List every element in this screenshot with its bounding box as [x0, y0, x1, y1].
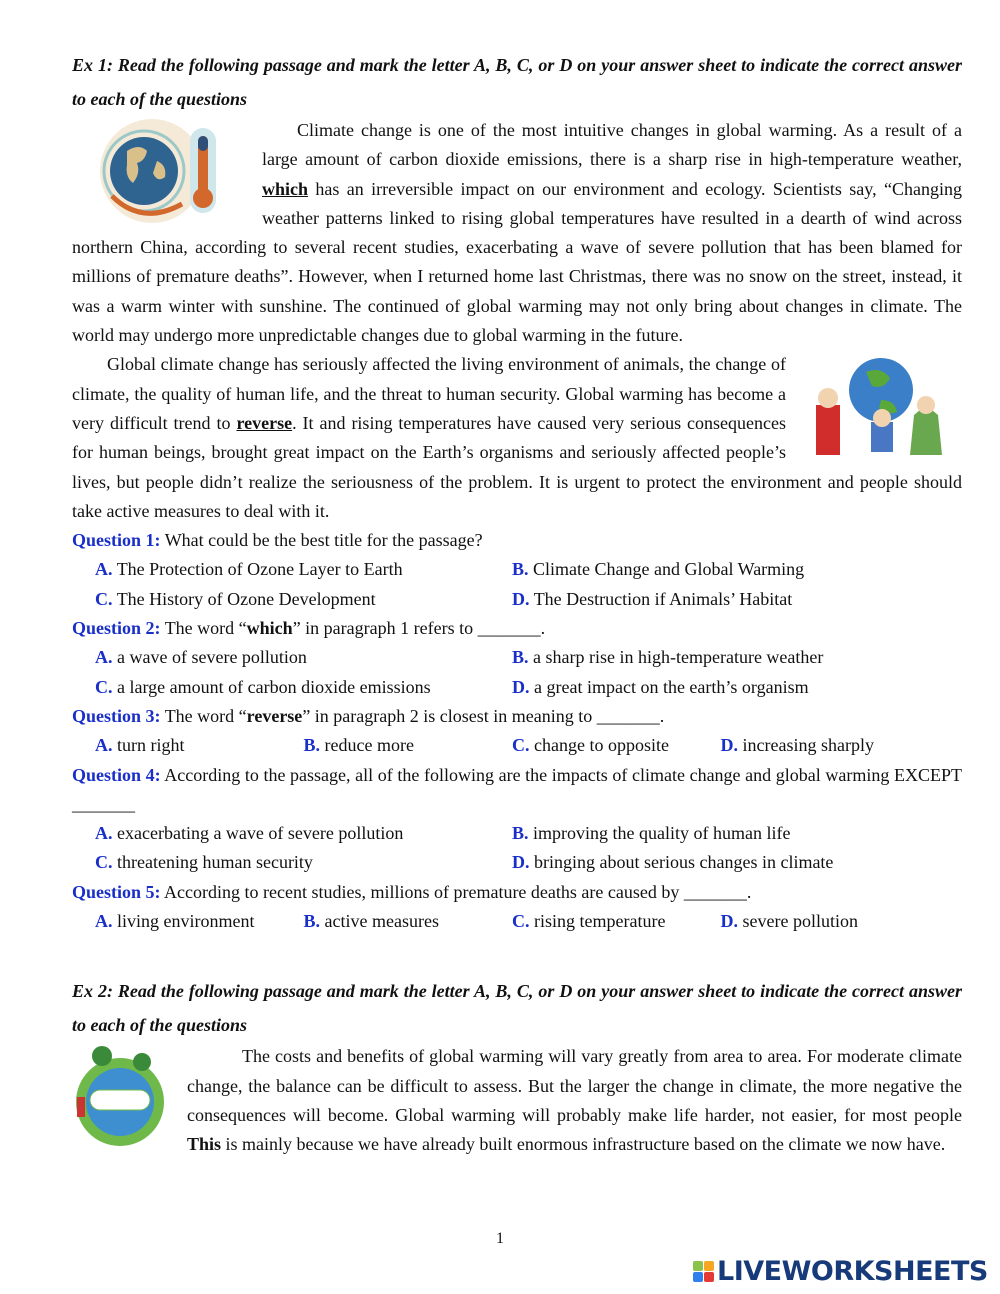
question-2-options-cd: [72, 673, 962, 702]
option-b[interactable]: [304, 907, 513, 936]
option-text: a large amount of carbon dioxide emissions: [117, 676, 431, 697]
letter: C.: [512, 735, 530, 756]
letter: C.: [95, 852, 113, 873]
option-b[interactable]: [512, 643, 929, 672]
question-text: The word “: [160, 618, 247, 639]
option-text: rising temperature: [534, 911, 666, 932]
letter: C.: [95, 588, 113, 609]
letter: D.: [720, 735, 738, 756]
letter: B.: [512, 823, 529, 844]
page-number: 1: [496, 1230, 504, 1247]
letter: A.: [95, 823, 113, 844]
logo-tiles-icon: [693, 1261, 714, 1282]
earth-environment-image: [72, 1042, 187, 1159]
option-a[interactable]: [95, 643, 512, 672]
question-label: Question 5:: [72, 881, 161, 902]
option-a[interactable]: [95, 731, 304, 760]
option-text: Climate Change and Global Warming: [533, 559, 805, 580]
question-text: What could be the best title for the passage?: [160, 530, 483, 551]
question-word: which: [246, 618, 293, 639]
option-b[interactable]: [304, 731, 513, 760]
letter: A.: [95, 647, 113, 668]
logo-text: LIVEWORKSHEETS: [717, 1256, 988, 1287]
option-d[interactable]: [721, 731, 930, 760]
option-c[interactable]: [512, 907, 721, 936]
letter: B.: [512, 559, 529, 580]
ex2-heading: Ex 2: Read the following passage and mark the letter A, B, C, or D on your answer sheet to indicate the correct answer to each of the questions: [72, 981, 962, 1036]
option-d[interactable]: [512, 673, 929, 702]
question-text: ” in paragraph 2 is closest in meaning to _______.: [302, 705, 665, 726]
question-word: reverse: [246, 705, 303, 726]
option-a[interactable]: [95, 907, 304, 936]
option-a[interactable]: [95, 819, 512, 848]
letter: B.: [303, 735, 321, 756]
option-c[interactable]: [512, 731, 721, 760]
question-text: ” in paragraph 1 refers to _______.: [292, 618, 546, 639]
letter: D.: [512, 852, 530, 873]
globe-thermometer-image: [72, 116, 262, 233]
option-text: The Protection of Ozone Layer to Earth: [116, 559, 403, 580]
question-4: [72, 761, 962, 820]
option-text: threatening human security: [117, 852, 313, 873]
letter: B.: [303, 911, 321, 932]
question-2: [72, 614, 962, 643]
text: has an irreversible impact on our environment and ecology. Scientists say, “Changing weather patterns linked to rising global temperatures have resulted in a dearth of wind across northern China, according to several recent studies, exacerbating a wave of severe pollution that has been blamed for millions of premature deaths”. However, when I returned home last Christmas, there was no snow on the street, instead, it was a warm winter with sunshine. The continued of global warming may not only bring about changes in climate. The world may undergo more unpredictable changes due to global warming in the future.: [72, 178, 962, 346]
text: The costs and benefits of global warming will vary greatly from area to area. For moderate climate change, the balance can be difficult to assess. But the larger the change in climate, the more negative the consequences will become. Global warming will probably make life harder, not easier, for most people: [187, 1046, 962, 1125]
option-text: a great impact on the earth’s organism: [534, 676, 809, 697]
question-3: [72, 702, 962, 731]
option-c[interactable]: [95, 585, 512, 614]
question-4-options-cd: [72, 848, 962, 877]
option-text: The History of Ozone Development: [116, 588, 376, 609]
option-c[interactable]: [95, 673, 512, 702]
option-text: increasing sharply: [742, 735, 874, 756]
letter: A.: [95, 911, 113, 932]
question-5: [72, 878, 962, 907]
question-4-options: [72, 819, 962, 848]
question-label: Question 1:: [72, 530, 161, 551]
question-label: Question 2:: [72, 618, 161, 639]
option-text: exacerbating a wave of severe pollution: [117, 823, 404, 844]
option-text: reduce more: [324, 735, 414, 756]
letter: A.: [95, 559, 113, 580]
option-text: a sharp rise in high-temperature weather: [533, 647, 824, 668]
question-1-options: [72, 555, 962, 584]
letter: B.: [512, 647, 529, 668]
letter: D.: [512, 588, 530, 609]
letter: D.: [512, 676, 530, 697]
highlight-which: which: [262, 178, 309, 199]
question-text: According to recent studies, millions of premature deaths are caused by _______.: [160, 881, 752, 902]
highlight-this: This: [187, 1134, 222, 1155]
question-1: [72, 526, 962, 555]
question-text: According to the passage, all of the following are the impacts of climate change and global warming EXCEPT _______: [72, 764, 962, 814]
text: is mainly because we have already built enormous infrastructure based on the climate we now have.: [221, 1134, 946, 1155]
letter: D.: [720, 911, 738, 932]
option-text: The Destruction if Animals’ Habitat: [533, 588, 793, 609]
text: Climate change is one of the most intuitive changes in global warming. As a result of a large amount of carbon dioxide emissions, there is a sharp rise in high-temperature weather,: [262, 120, 962, 170]
question-5-options: [72, 907, 962, 936]
question-text: The word “: [160, 705, 247, 726]
option-text: improving the quality of human life: [533, 823, 791, 844]
ex1-heading: Ex 1: Read the following passage and mark the letter A, B, C, or D on your answer sheet to indicate the correct answer to each of the questions: [72, 55, 962, 109]
text: . It and rising temperatures have caused very serious consequences for human beings, brought great impact on the Earth’s organisms and seriously affected people’s lives, but people didn’t realize the seriousness of the problem. It is urgent to protect the environment and people should take active measures to deal with it.: [72, 412, 962, 521]
option-text: turn right: [117, 735, 185, 756]
liveworksheets-logo: [693, 1256, 988, 1287]
option-d[interactable]: [512, 585, 929, 614]
option-text: living environment: [117, 911, 255, 932]
option-d[interactable]: [512, 848, 929, 877]
option-text: bringing about serious changes in climate: [534, 852, 834, 873]
option-d[interactable]: [721, 907, 930, 936]
option-text: change to opposite: [534, 735, 669, 756]
option-b[interactable]: [512, 819, 929, 848]
option-a[interactable]: [95, 555, 512, 584]
text: Global climate change has seriously affected the living environment of animals, the change of climate, the quality of human life, and the threat to human security. Global warming has become a very difficult trend to: [72, 354, 786, 433]
question-1-options-cd: [72, 585, 962, 614]
kids-saving-earth-image: [786, 350, 962, 467]
highlight-reverse: reverse: [236, 412, 293, 433]
letter: A.: [95, 735, 113, 756]
option-text: active measures: [324, 911, 439, 932]
option-b[interactable]: [512, 555, 929, 584]
question-3-options: [72, 731, 962, 760]
letter: C.: [512, 911, 530, 932]
question-2-options: [72, 643, 962, 672]
option-text: a wave of severe pollution: [117, 647, 307, 668]
option-c[interactable]: [95, 848, 512, 877]
letter: C.: [95, 676, 113, 697]
ex2-paragraph-1: [72, 1042, 962, 1159]
question-label: Question 4:: [72, 764, 161, 785]
question-label: Question 3:: [72, 705, 161, 726]
option-text: severe pollution: [742, 911, 858, 932]
